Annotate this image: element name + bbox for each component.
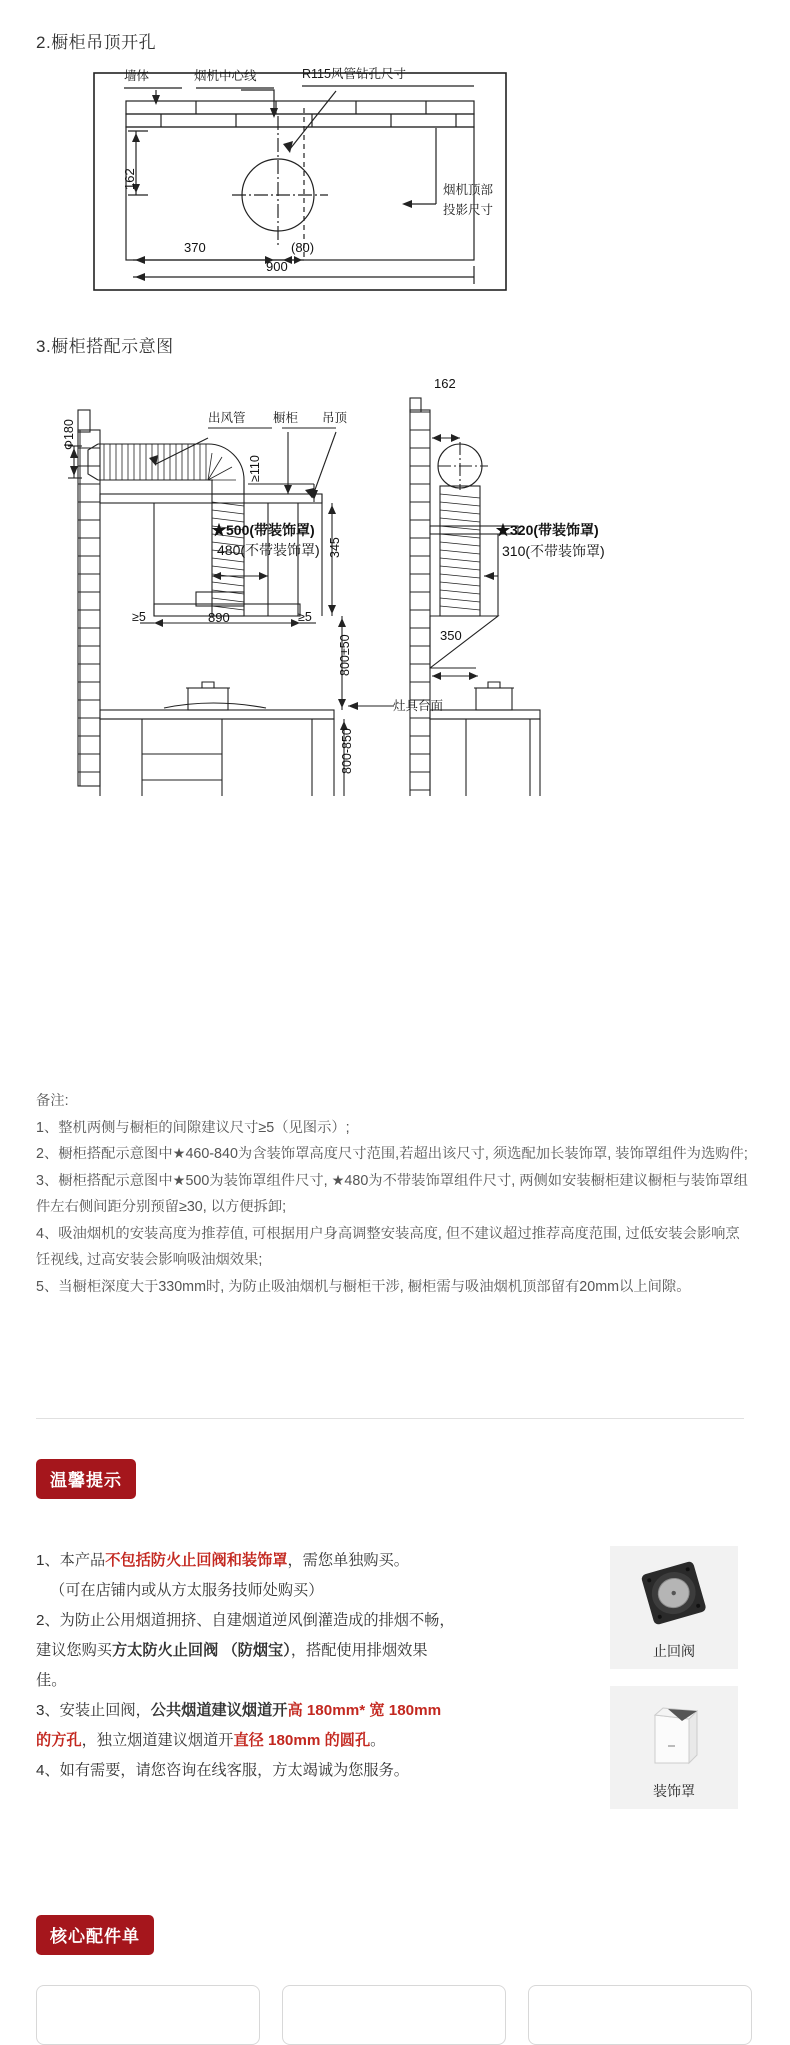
note-item-5: 5、当橱柜深度大于330mm时, 为防止吸油烟机与橱柜干涉, 橱柜需与吸油烟机顶部留有20mm以上间隙。 — [36, 1278, 691, 1295]
dim-ge5-right: ≥5 — [298, 610, 312, 624]
tips-badge: 温馨提示 — [36, 1459, 136, 1499]
product-card-decorative-cover — [610, 1686, 738, 1809]
dim-80: (80) — [291, 240, 315, 255]
dim-480: 480(不带装饰罩) — [217, 542, 320, 558]
tip-item-1-sub: （可在店铺内或从方太服务技师处购买） — [50, 1582, 324, 1599]
tip3-r1: 高 180mm* 宽 180mm 的方孔 — [36, 1702, 442, 1749]
section-3-title: 3.橱柜搭配示意图 — [36, 337, 174, 356]
product-caption: 装饰罩 — [653, 1783, 695, 1799]
dim-star500: ★500(带装饰罩) — [212, 522, 315, 538]
tip3-b1: 公共烟道建议烟道开 — [150, 1702, 288, 1719]
dim-star320: ★320(带装饰罩) — [496, 522, 599, 538]
tip-item-1 — [36, 1546, 456, 1576]
label-cabinet: 橱柜 — [273, 411, 299, 425]
divider — [36, 1418, 744, 1419]
part-box[interactable] — [282, 1985, 506, 2045]
dim-800-850: 800-850 — [340, 728, 354, 774]
note-item-2: 2、橱柜搭配示意图中★460-840为含装饰罩高度尺寸范围,若超出该尺寸, 须选配加长装饰罩, 装饰罩组件为选购件; — [36, 1146, 748, 1162]
tip1-post: ，需您单独购买。 — [287, 1552, 409, 1569]
tips-body — [36, 1546, 456, 1786]
label-ceiling: 吊顶 — [322, 411, 348, 425]
dim-345: 345 — [328, 537, 342, 558]
part-box[interactable] — [528, 1985, 752, 2045]
product-card-check-valve — [610, 1546, 738, 1669]
tips-badge-wrap — [36, 1459, 136, 1499]
tip3-p2: ，独立烟道建议烟道开 — [81, 1732, 234, 1749]
note-item-1: 1、整机两侧与橱柜的间隙建议尺寸≥5（见图示）; — [36, 1119, 350, 1136]
tip3-p1: 3、安装止回阀， — [36, 1702, 151, 1719]
label-wall: 墙体 — [124, 69, 150, 83]
tip2-post: ，搭配使用排烟效果佳。 — [36, 1642, 428, 1689]
part-box[interactable] — [36, 1985, 260, 2045]
dim-162: 162 — [122, 168, 137, 190]
tip2-bold: 方太防火止回阀 （防烟宝） — [111, 1642, 291, 1659]
tip2-pre: 2、为防止公用烟道拥挤、自建烟道逆风倒灌造成的排烟不畅，建议您购买 — [36, 1612, 455, 1659]
notes-heading: 备注: — [36, 1093, 69, 1109]
label-duct-drill-size: R115风管钻孔尺寸 — [302, 67, 406, 81]
check-valve-icon — [610, 1546, 738, 1641]
parts-row — [36, 1985, 754, 2045]
dim-310: 310(不带装饰罩) — [502, 543, 605, 559]
tip1-pre: 1、本产品 — [36, 1552, 106, 1569]
product-caption: 止回阀 — [653, 1643, 695, 1659]
diagram-cabinet-layout — [36, 376, 776, 796]
dim-phi180: Φ180 — [62, 419, 76, 450]
tip-item-2 — [36, 1606, 456, 1696]
section-2-title: 2.橱柜吊顶开孔 — [36, 33, 157, 52]
dim-890: 890 — [208, 610, 230, 625]
tip3-p3: 。 — [370, 1732, 386, 1749]
label-hood-top-projection-line2: 投影尺寸 — [443, 203, 494, 217]
label-hood-centerline: 烟机中心线 — [194, 69, 257, 83]
label-out-duct: 出风管 — [208, 411, 246, 425]
tip-item-3 — [36, 1696, 456, 1756]
dim-800pm50: 800±50 — [338, 634, 352, 676]
parts-badge: 核心配件单 — [36, 1915, 154, 1955]
dim-ge110: ≥110 — [248, 455, 262, 482]
dim-ge5-left: ≥5 — [132, 610, 146, 624]
parts-badge-wrap — [36, 1915, 154, 1955]
dim-162-right: 162 — [434, 376, 456, 391]
decorative-cover-icon — [610, 1686, 738, 1781]
check-valve-graphic — [631, 1559, 717, 1629]
tip-item-4: 4、如有需要，请您咨询在线客服，方太竭诚为您服务。 — [36, 1762, 409, 1779]
dim-900: 900 — [266, 259, 288, 274]
decorative-cover-graphic — [635, 1695, 713, 1773]
tip3-r2: 直径 180mm 的圆孔 — [233, 1732, 371, 1749]
label-hood-top-projection-line1: 烟机顶部 — [443, 183, 494, 197]
note-item-4: 4、吸油烟机的安装高度为推荐值, 可根据用户身高调整安装高度, 但不建议超过推荐高度范围, 过低安装会影响烹饪视线, 过高安装会影响吸油烟效果; — [36, 1225, 740, 1268]
dim-350: 350 — [440, 628, 462, 643]
notes-block — [36, 1088, 754, 1300]
note-item-3: 3、橱柜搭配示意图中★500为装饰罩组件尺寸, ★480为不带装饰罩组件尺寸, 两侧如安装橱柜建议橱柜与装饰罩组件左右侧间距分别预留≥30, 以方便拆卸; — [36, 1172, 748, 1215]
label-stove-top: 灶具台面 — [393, 699, 444, 713]
dim-370: 370 — [184, 240, 206, 255]
tip1-red: 不包括防火止回阀和装饰罩 — [105, 1552, 288, 1569]
